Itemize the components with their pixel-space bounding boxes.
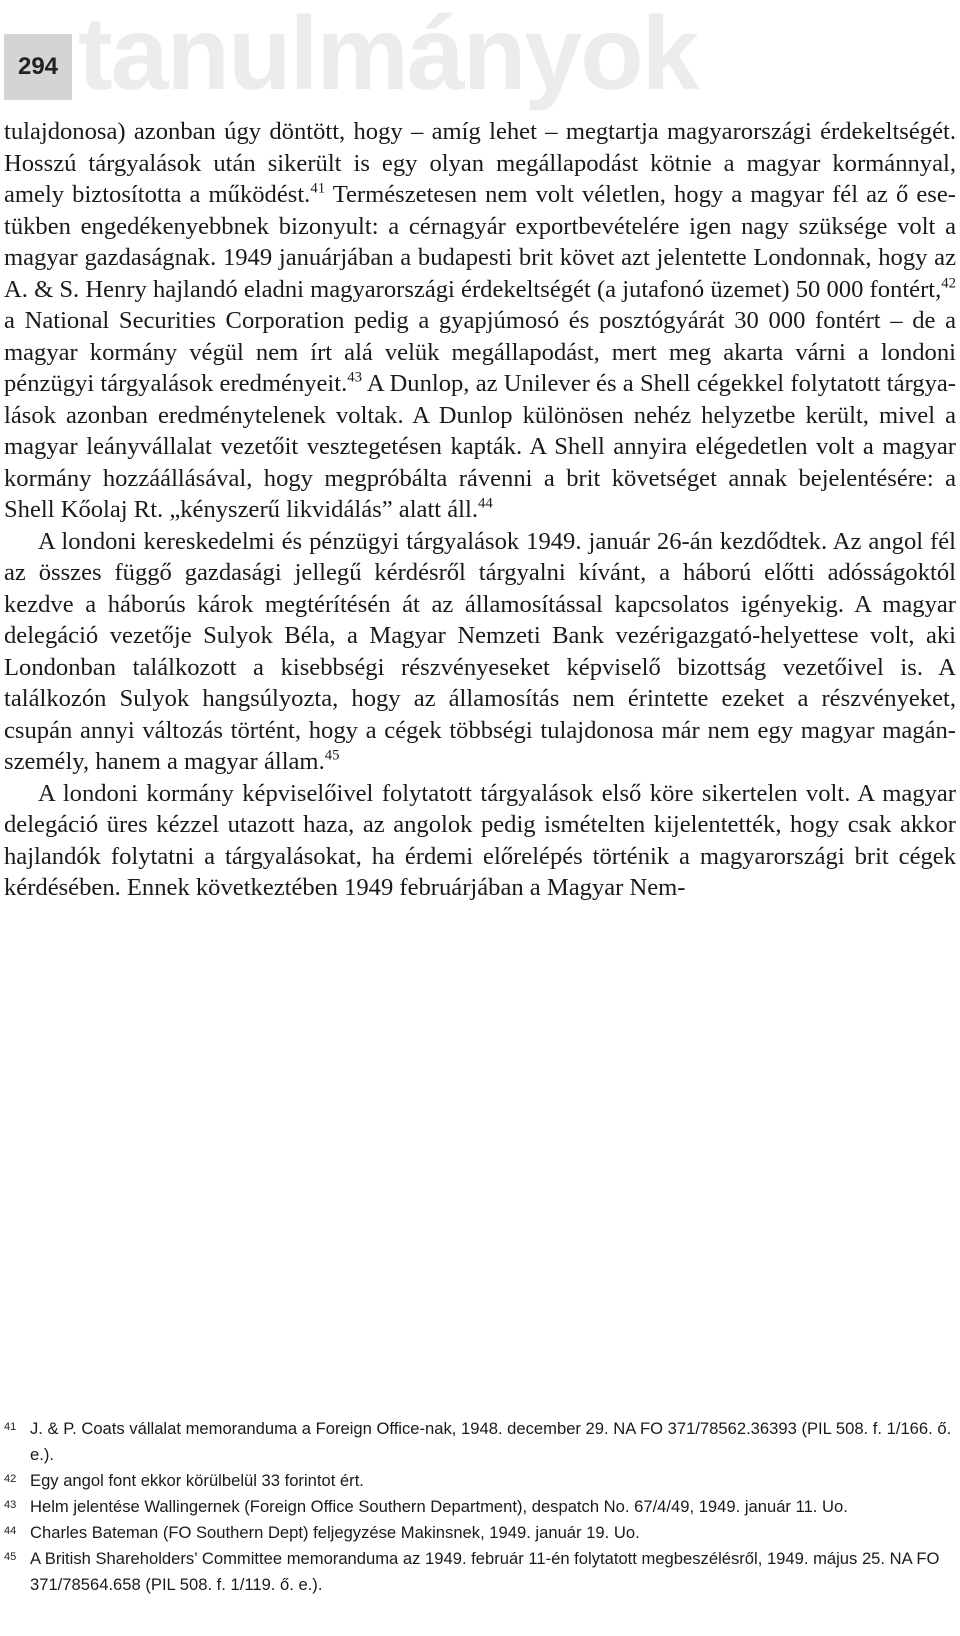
footnote-number: 45 <box>4 1551 17 1563</box>
paragraph-2 <box>4 526 956 778</box>
footnote-text: J. & P. Coats vállalat memoranduma a Foreign Office-nak, 1948. december 29. NA FO 371/78562.36393 (PIL 508. f. 1/166. ő. e.). <box>30 1419 952 1464</box>
footnote-ref-43[interactable]: 43 <box>347 369 362 386</box>
article-body <box>4 116 956 904</box>
footnote-ref-42[interactable]: 42 <box>941 274 956 291</box>
footnote-41 <box>4 1416 956 1468</box>
footnote-ref-45[interactable]: 45 <box>324 747 340 764</box>
paragraph-text: A londoni kereskedelmi és pénzügyi tárgyalások 1949. január 26-án kezdődtek. Az angol fél az összes függő gazdasági jellegű kérdésről tárgyalni kívánt, a háború előtti adósságoktól kezdve a háborús károk megtérítésén át az államosítással kapcsolatos igényekig. A magyar delegáció vezetője Sulyok Béla, a Magyar Nemzeti Bank vezérigazgató-helyettese volt, aki Londonban találkozott a kisebbségi részvényeseket képviselő bizottság vezetőivel is. A találkozón Sulyok hangsúlyozta, hogy az államosítás nem érintette ezeket a részvényeket, csupán annyi változás történt, hogy a cégek többségi tulajdonosa már nem egy magyar magánszemély, hanem a magyar állam. <box>4 527 956 775</box>
footnote-text: Egy angol font ekkor körülbelül 33 forintot ért. <box>30 1471 364 1490</box>
footnote-44 <box>4 1520 956 1546</box>
paragraph-1 <box>4 116 956 526</box>
footnote-text: Charles Bateman (FO Southern Dept) feljegyzése Makinsnek, 1949. január 19. Uo. <box>30 1523 640 1542</box>
footnote-number: 43 <box>4 1499 17 1511</box>
paragraph-3 <box>4 778 956 904</box>
paragraph-text: Természetesen nem volt véletlen, hogy a magyar fél az ő esetükben engedékenyebbnek bizonyult: a cérnagyár exportbevételére igen nagy szüksége volt a magyar gazdaságnak. 1949 januárjában a budapesti brit követ azt jelentette Londonnak, hogy az A. & S. Henry hajlandó eladni magyarországi érdekeltségét (a jutafonó üzemet) 50 000 fontért, <box>4 181 956 303</box>
footnote-number: 44 <box>4 1525 17 1537</box>
footnotes <box>4 1416 956 1598</box>
footnote-43 <box>4 1494 956 1520</box>
footnote-text: A British Shareholders’ Committee memoranduma az 1949. február 11-én folytatott megbeszélésről, 1949. május 25. NA FO 371/78564.658 (PIL 508. f. 1/119. ő. e.). <box>30 1549 940 1594</box>
footnote-text: Helm jelentése Wallingernek (Foreign Office Southern Department), despatch No. 67/4/49, 1949. január 11. Uo. <box>30 1497 848 1516</box>
footnote-45 <box>4 1546 956 1598</box>
footnote-ref-44[interactable]: 44 <box>477 495 493 512</box>
footnote-number: 42 <box>4 1473 17 1485</box>
paragraph-text: A londoni kormány képviselőivel folytatott tárgyalások első köre sikertelen volt. A magyar delegáció üres kézzel utazott haza, az angolok pedig ismételten kijelentették, hogy csak akkor hajlandók folytatni a tárgyalásokat, ha érdemi előrelépés történik a magyarországi brit cégek kérdésében. Ennek következtében 1949 februárjában a Magyar Nem- <box>4 779 956 901</box>
section-title: tanulmányok <box>78 0 698 112</box>
page-number: 294 <box>4 34 72 100</box>
paragraph-text: A Dunlop, az Unilever és a Shell cégekkel folytatott tárgyalások azonban eredménytelenek voltak. A Dunlop különösen nehéz helyzetbe került, mivel a magyar leányvállalat vezetőit vesztegetésen kapták. A Shell annyira elégedetlen volt a magyar kormány hozzáállásával, hogy megpróbálta rávenni a brit követséget annak bejelentésére: a Shell Kőolaj Rt. „kényszerű likvidálás” alatt áll. <box>4 370 956 523</box>
paragraph-text: a National Securities Corporation pedig a gyapjúmosó és posztógyárát 30 000 fontért – de a magyar kormány végül nem írt alá velük megállapodást, mert meg akarta várni a londoni pénzügyi tárgyalások eredményeit. <box>4 307 956 397</box>
footnote-number: 41 <box>4 1421 17 1433</box>
page-header <box>0 0 960 110</box>
footnote-ref-41[interactable]: 41 <box>310 180 326 197</box>
footnote-42 <box>4 1468 956 1494</box>
paragraph-text: tulajdonosa) azonban úgy döntött, hogy – amíg lehet – megtartja magyarországi érdekeltségét. Hosszú tárgyalások után sikerült is egy olyan megállapodást kötnie a magyar kormánnyal, amely biztosította a működést. <box>4 118 956 208</box>
